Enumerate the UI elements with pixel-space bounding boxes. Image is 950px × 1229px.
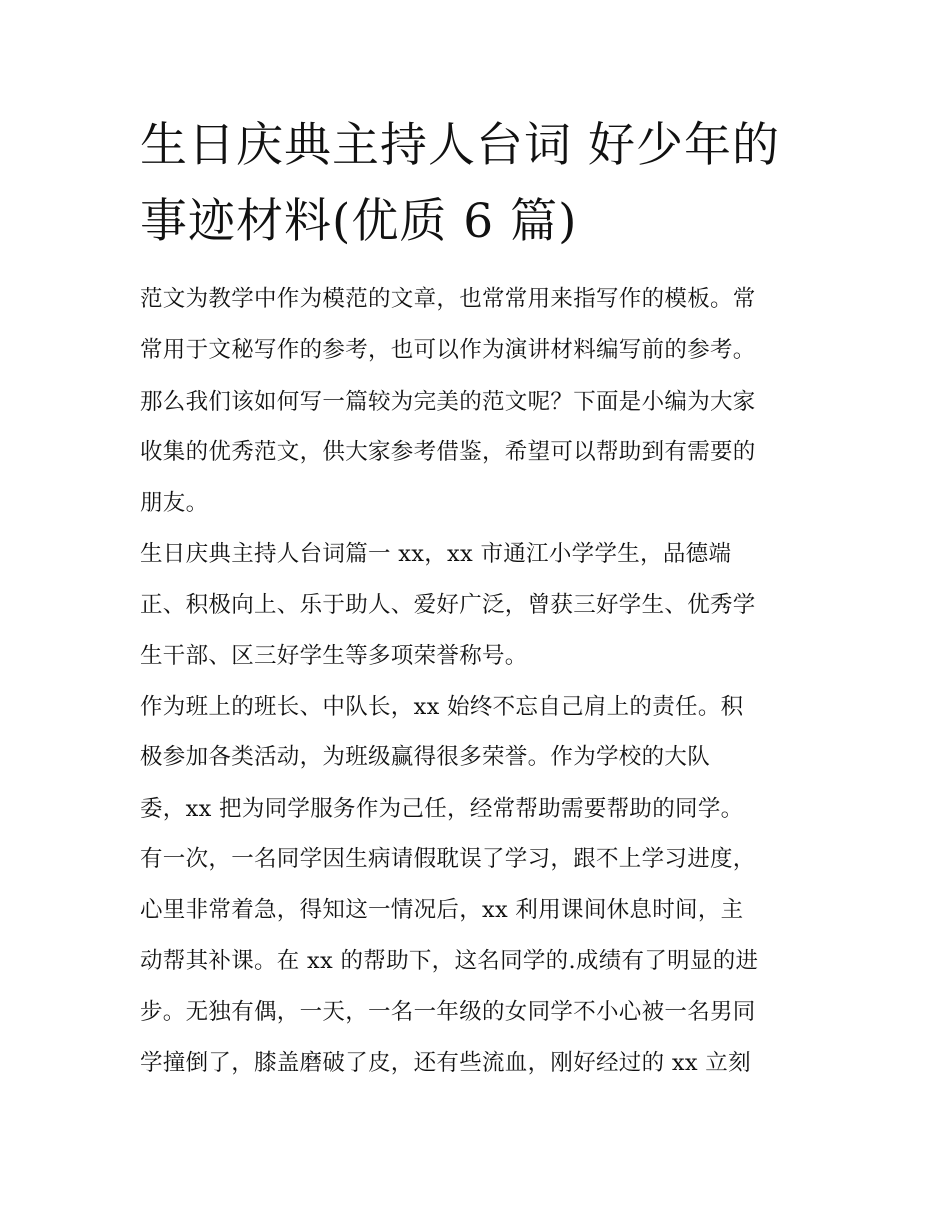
- body-line-14: 动帮其补课。在 xx 的帮助下，这名同学的.成绩有了明显的进: [140, 948, 759, 974]
- body-line-1: 范文为教学中作为模范的文章，也常常用来指写作的模板。常: [140, 286, 756, 312]
- body-line-3: 那么我们该如何写一篇较为完美的范文呢？下面是小编为大家: [140, 389, 756, 415]
- body-line-12: 有一次，一名同学因生病请假耽误了学习，跟不上学习进度，: [140, 846, 756, 872]
- body-line-5: 朋友。: [140, 490, 209, 516]
- body-line-10: 极参加各类活动，为班级赢得很多荣誉。作为学校的大队: [140, 744, 711, 770]
- document-title-line-2: 事迹材料(优质 6 篇): [140, 194, 578, 249]
- body-line-8: 生干部、区三好学生等多项荣誉称号。: [140, 643, 528, 669]
- body-line-6: 生日庆典主持人台词篇一 xx，xx 市通江小学学生，品德端: [140, 541, 732, 567]
- body-line-15: 步。无独有偶，一天，一名一年级的女同学不小心被一名男同: [140, 999, 756, 1025]
- document-title-line-1: 生日庆典主持人台词 好少年的: [140, 118, 780, 173]
- body-line-13: 心里非常着急，得知这一情况后，xx 利用课间休息时间，主: [140, 897, 744, 923]
- body-line-7: 正、积极向上、乐于助人、爱好广泛，曾获三好学生、优秀学: [140, 592, 756, 618]
- body-line-16: 学撞倒了，膝盖磨破了皮，还有些流血，刚好经过的 xx 立刻: [140, 1050, 751, 1076]
- body-line-9: 作为班上的班长、中队长，xx 始终不忘自己肩上的责任。积: [140, 694, 744, 720]
- body-line-11: 委，xx 把为同学服务作为己任，经常帮助需要帮助的同学。: [140, 796, 744, 822]
- body-line-2: 常用于文秘写作的参考，也可以作为演讲材料编写前的参考。: [140, 337, 756, 363]
- body-line-4: 收集的优秀范文，供大家参考借鉴，希望可以帮助到有需要的: [140, 439, 756, 465]
